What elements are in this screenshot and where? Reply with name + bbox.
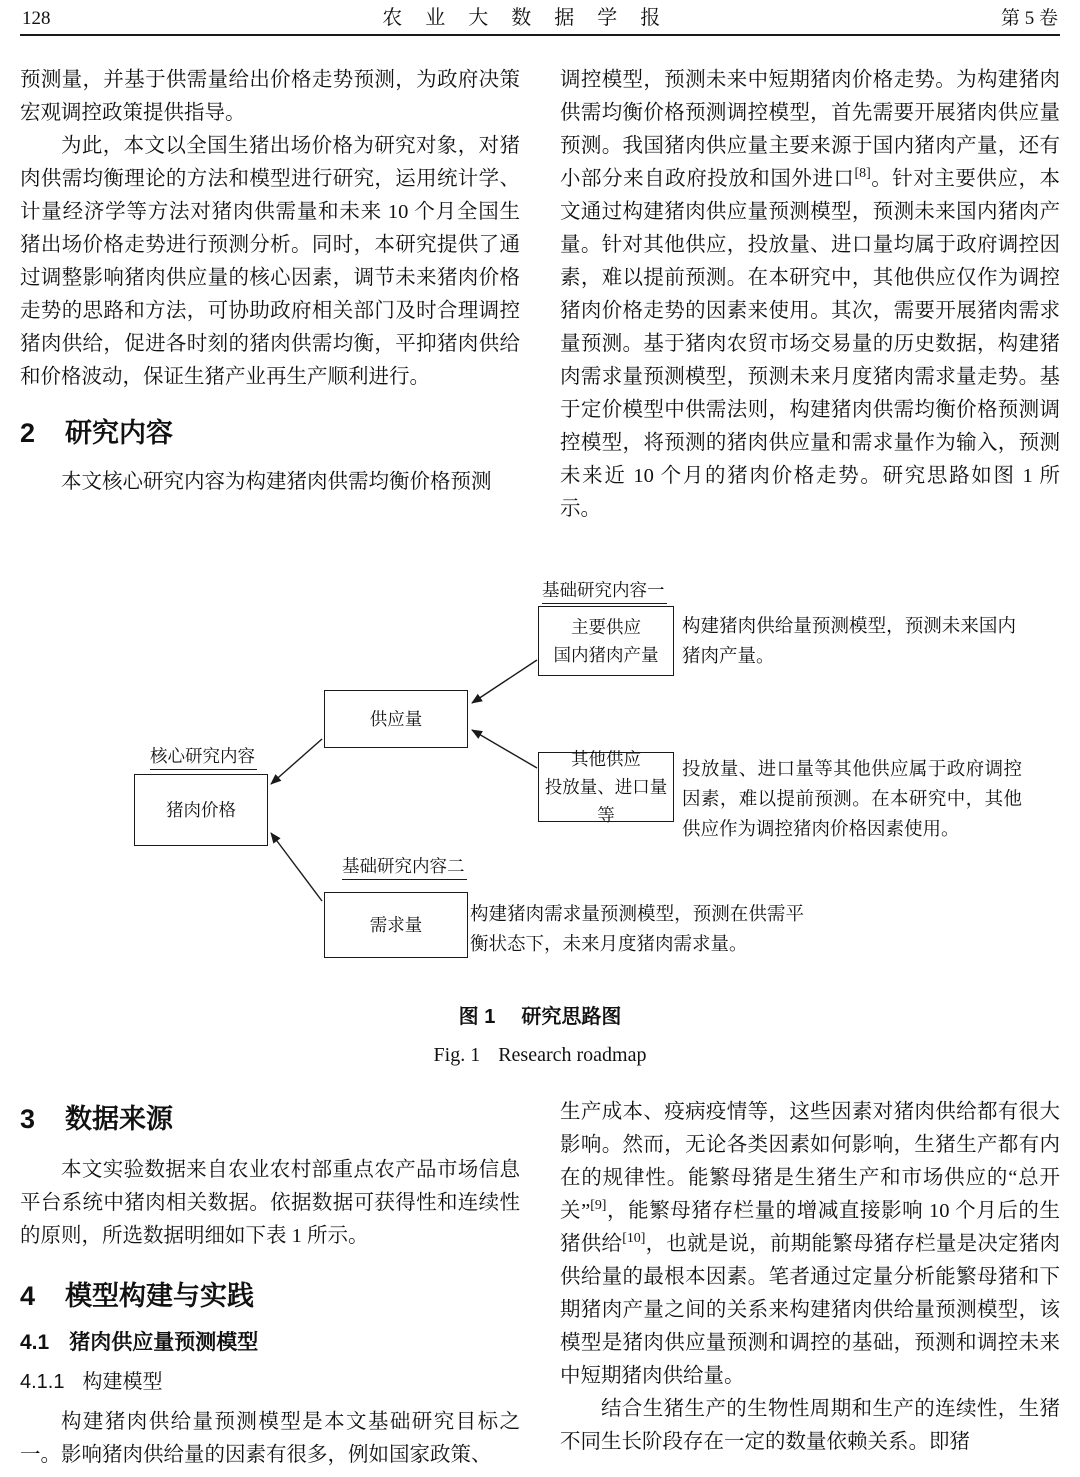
- section-number: 3: [20, 1104, 36, 1134]
- figure-caption-en-text: Research roadmap: [498, 1044, 647, 1066]
- annotation-other-supply: 投放量、进口量等其他供应属于政府调控因素，难以提前预测。在本研究中，其他供应作为调控猪肉价格因素使用。: [682, 760, 1022, 840]
- figure-caption-en-label: Fig. 1: [433, 1044, 481, 1066]
- paragraph-text: ，也就是说，前期能繁母猪存栏量是决定猪肉供给量的最根本因素。笔者通过定量分析能繁母猪和下期猪肉产量之间的关系来构建猪肉供给量预测模型，该模型是猪肉供应量预测和调控的基础，预测和调控未来中短期猪肉供给量。: [560, 1233, 1060, 1387]
- box-supply-amount: [324, 690, 468, 748]
- annotation-main-supply: 构建猪肉供给量预测模型，预测未来国内猪肉产量。: [682, 617, 1016, 667]
- box-pork-price: [134, 774, 268, 846]
- figure-caption: [0, 1004, 1080, 1068]
- paragraph: 结合生猪生产的生物性周期和生产的连续性，生猪不同生长阶段存在一定的数量依赖关系。即猪: [560, 1398, 1060, 1453]
- box-other-supply: [538, 749, 674, 825]
- paragraph: [560, 64, 1060, 526]
- citation-ref: [8]: [854, 166, 871, 182]
- section-heading-4: [20, 1279, 520, 1313]
- paragraph: 本文核心研究内容为构建猪肉供需均衡价格预测: [61, 471, 492, 493]
- section-title: 数据来源: [65, 1104, 174, 1134]
- box-pork-price-label: 猪肉价格: [166, 800, 236, 820]
- box-other-supply-line1: 其他供应: [571, 749, 641, 769]
- box-demand-label: 需求量: [369, 915, 423, 935]
- label-core-research: 核心研究内容: [150, 746, 257, 770]
- journal-title: 农 业 大 数 据 学 报: [382, 7, 670, 29]
- arrow-main-supply-to-supply: [472, 660, 537, 703]
- section-number: 4: [20, 1281, 36, 1311]
- right-column-bottom: [560, 1096, 1060, 1472]
- section-heading-3: [20, 1102, 520, 1136]
- section-number: 4.1.1: [20, 1371, 65, 1393]
- paragraph: 本文实验数据来自农业农村部重点农产品市场信息平台系统中猪肉相关数据。依据数据可获得性和连续性的原则，所选数据明细如下表 1 所示。: [20, 1159, 520, 1247]
- figure-caption-zh: [0, 1004, 1080, 1030]
- page-number: 128: [22, 8, 51, 29]
- section-title: 模型构建与实践: [65, 1281, 255, 1311]
- label-basic-research-1: 基础研究内容一: [542, 580, 667, 604]
- arrow-supply-to-price: [271, 739, 322, 784]
- figure-1-diagram: [0, 572, 1080, 972]
- citation-ref: [9]: [590, 1198, 607, 1214]
- section-heading-2: [20, 416, 520, 450]
- section-number: 4.1: [20, 1331, 50, 1354]
- right-column-top: [560, 64, 1060, 526]
- paragraph-text: 。针对主要供应，本文通过构建猪肉供应量预测模型，预测未来国内猪肉产量。针对其他供应，投放量、进口量均属于政府调控因素，难以提前预测。在本研究中，其他供应仅作为调控猪肉价格走势的因素来使用。其次，需要开展猪肉需求量预测。基于猪肉农贸市场交易量的历史数据，构建猪肉需求量预测模型，预测未来月度猪肉需求量走势。基于定价模型中供需法则，构建猪肉供需均衡价格预测调控模型，将预测的猪肉供应量和需求量作为输入，预测未来近 10 个月的猪肉价格走势。研究思路如图 1 所示。: [560, 168, 1061, 520]
- section-title: 构建模型: [82, 1371, 163, 1393]
- paragraph: [560, 1096, 1060, 1393]
- section-heading-4-1-1: [20, 1369, 520, 1396]
- box-main-supply-line2: 国内猪肉产量: [553, 645, 659, 665]
- citation-ref: [10]: [622, 1231, 646, 1247]
- section-number: 2: [20, 418, 36, 448]
- paragraph: 构建猪肉供给量预测模型是本文基础研究目标之一。影响猪肉供给量的因素有很多，例如国家政策、: [20, 1411, 520, 1466]
- paragraph: 预测量，并基于供需量给出价格走势预测，为政府决策宏观调控政策提供指导。: [20, 69, 520, 124]
- box-main-supply-line1: 主要供应: [571, 617, 641, 637]
- volume-label: 第 5 卷: [1000, 8, 1058, 29]
- box-supply-label: 供应量: [369, 709, 423, 729]
- page-header: [22, 6, 1058, 31]
- section-title: 猪肉供应量预测模型: [69, 1331, 259, 1354]
- bottom-text-section: [20, 1096, 1060, 1472]
- label-basic-research-2: 基础研究内容二: [342, 856, 467, 880]
- top-text-section: [20, 64, 1060, 526]
- arrow-demand-to-price: [271, 833, 322, 901]
- section-heading-4-1: [20, 1329, 520, 1357]
- figure-caption-zh-label: 图 1: [458, 1006, 496, 1028]
- left-column-bottom: [20, 1096, 520, 1472]
- section-title: 研究内容: [65, 418, 174, 448]
- annotation-demand: 构建猪肉需求量预测模型，预测在供需平衡状态下，未来月度猪肉需求量。: [470, 905, 804, 955]
- box-main-supply: [538, 606, 674, 676]
- arrow-other-supply-to-supply: [472, 730, 537, 768]
- paragraph-text: ，能繁母猪存栏量的增减直接影响 10 个月后的生猪供给: [560, 1200, 1060, 1255]
- paragraph: 为此，本文以全国生猪出场价格为研究对象，对猪肉供需均衡理论的方法和模型进行研究，运用统计学、计量经济学等方法对猪肉供需量和未来 10 个月全国生猪出场价格走势进行预测分析。同时，本研究提供了通过调整影响猪肉供应量的核心因素，调节未来猪肉价格走势的思路和方法，可协助政府相关部门及时合理调控猪肉供给，促进各时刻的猪肉供需均衡，平抑猪肉供给和价格波动，保证生猪产业再生产顺利进行。: [20, 135, 520, 388]
- paragraph-text: 调控模型，预测未来中短期猪肉价格走势。为构建猪肉供需均衡价格预测调控模型，首先需要开展猪肉供应量预测。我国猪肉供应量主要来源于国内猪肉产量，还有小部分来自政府投放和国外进口: [560, 69, 1060, 190]
- box-demand-amount: [324, 892, 468, 958]
- figure-caption-en: [0, 1042, 1080, 1068]
- left-column-top: [20, 64, 520, 526]
- header-rule: [20, 34, 1060, 36]
- figure-caption-zh-text: 研究思路图: [521, 1006, 622, 1028]
- box-other-supply-line2: 投放量、进口量等: [544, 777, 668, 825]
- paragraph-text: 生产成本、疫病疫情等，这些因素对猪肉供给都有很大影响。然而，无论各类因素如何影响，生猪生产都有内在的规律性。能繁母猪是生猪生产和市场供应的“总开关”: [560, 1101, 1060, 1222]
